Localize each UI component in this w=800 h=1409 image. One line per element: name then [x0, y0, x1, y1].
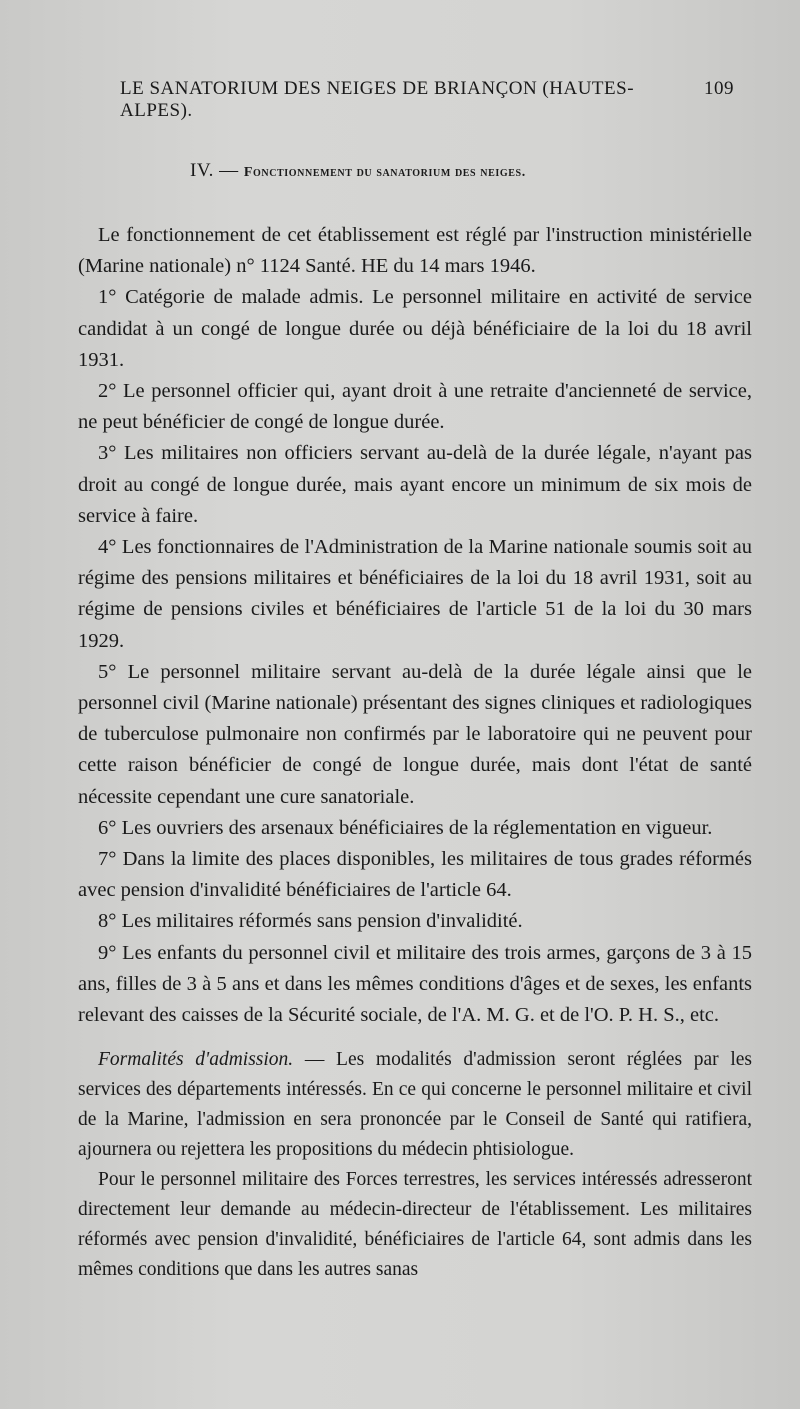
paragraph-item-2: 2° Le personnel officier qui, ayant droit à une retraite d'ancienneté de service, ne peut bénéficier de congé de longue durée.: [78, 380, 752, 434]
body-text: [78, 220, 752, 1285]
paragraph-final: Pour le personnel militaire des Forces terrestres, les services intéressés adresseront directement leur demande au médecin-directeur de l'établissement. Les militaires réformés avec pension d'invalidité, bénéficiaires de l'article 64, sont admis dans les mêmes conditions que dans les autres sanas: [78, 1169, 752, 1281]
paragraph-item-1: 1° Catégorie de malade admis. Le personnel militaire en activité de service candidat à un congé de longue durée ou déjà bénéficiaire de la loi du 18 avril 1931.: [78, 286, 752, 371]
paragraph-item-9: 9° Les enfants du personnel civil et militaire des trois armes, garçons de 3 à 15 ans, filles de 3 à 5 ans et dans les mêmes conditions d'âges et de sexes, les enfants relevant des caisses de la Sécurité sociale, de l'A. M. G. et de l'O. P. H. S., etc.: [78, 941, 752, 1027]
section-heading: [190, 160, 526, 182]
section-number: IV. —: [190, 160, 239, 181]
paragraph-item-4: 4° Les fonctionnaires de l'Administration de la Marine nationale soumis soit au régime des pensions militaires et bénéficiaires de la loi du 18 avril 1931, soit au régime de pensions civiles et bénéficiaires de l'article 51 de la loi du 30 mars 1929.: [78, 536, 752, 652]
running-title: LE SANATORIUM DES NEIGES DE BRIANÇON (HAUTES-ALPES).: [120, 78, 635, 121]
section-title: Fonctionnement du sanatorium des neiges.: [243, 165, 526, 180]
paragraph-item-7: 7° Dans la limite des places disponibles, les militaires de tous grades réformés avec pension d'invalidité bénéficiaires de l'article 64.: [78, 848, 752, 902]
formalites-text: — Les modalités d'admission seront réglées par les services des départements intéressés. En ce qui concerne le personnel militaire et civil de la Marine, l'admission en sera prononcée par le Conseil de Santé qui ratifiera, ajournera ou rejettera les propositions du médecin phtisiologue.: [78, 1049, 752, 1161]
page-number: 109: [704, 78, 734, 99]
paragraph-item-3: 3° Les militaires non officiers servant au-delà de la durée légale, n'ayant pas droit au congé de longue durée, mais ayant encore un minimum de six mois de service à faire.: [78, 442, 752, 527]
formalites-label: Formalités d'admission.: [98, 1049, 294, 1071]
paragraph-item-8: 8° Les militaires réformés sans pension d'invalidité.: [98, 910, 523, 933]
paragraph-item-5: 5° Le personnel militaire servant au-delà de la durée légale ainsi que le personnel civil (Marine nationale) présentant des signes cliniques et radiologiques de tuberculose pulmonaire non confirmés par le laboratoire qui ne peuvent pour cette raison bénéficier de congé de longue durée, mais dont l'état de santé nécessite cependant une cure sanatoriale.: [78, 660, 752, 808]
running-header: [120, 78, 734, 122]
paragraph-item-6: 6° Les ouvriers des arsenaux bénéficiaires de la réglementation en vigueur.: [98, 816, 713, 839]
paragraph-intro: Le fonctionnement de cet établissement est réglé par l'instruction ministérielle (Marine nationale) n° 1124 Santé. HE du 14 mars 1946.: [78, 224, 752, 278]
paragraph-formalites: [78, 1045, 752, 1165]
